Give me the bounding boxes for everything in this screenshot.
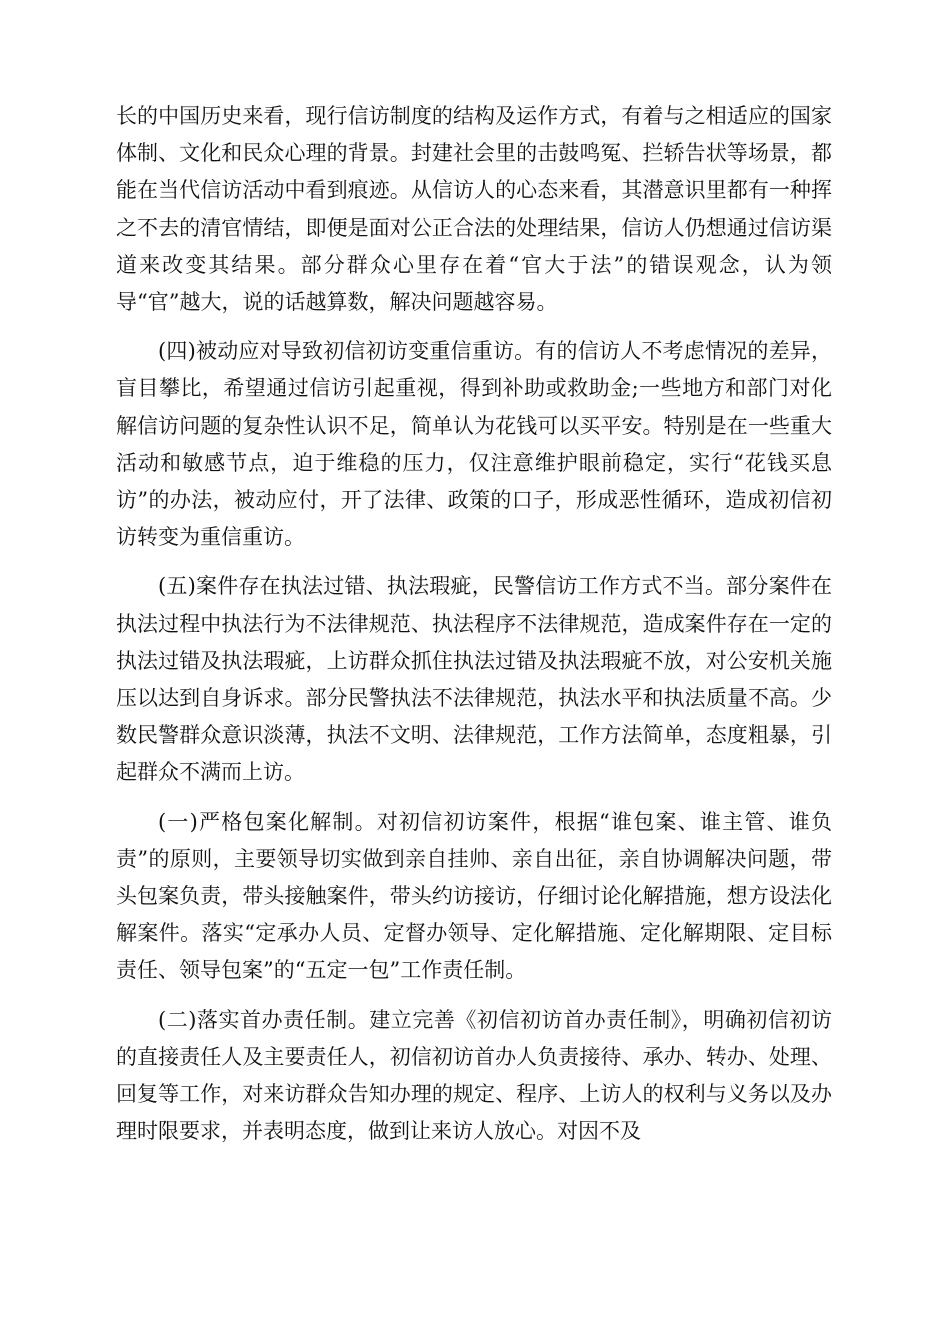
- paragraph-2: (二)落实首办责任制。建立完善《初信初访首办责任制》，明确初信初访的直接责任人及主要责任人，初信初访首办人负责接待、承办、转办、处理、回复等工作，对来访群众告知办理的规定、程序、上访人的权利与义务以及办理时限要求，并表明态度，做到让来访人放心。对因不及: [116, 1007, 832, 1144]
- paragraph-4: (四)被动应对导致初信初访变重信重访。有的信访人不考虑情况的差异，盲目攀比，希望通过信访引起重视，得到补助或救助金;一些地方和部门对化解信访问题的复杂性认识不足，简单认为花钱可以买平安。特别是在一些重大活动和敏感节点，迫于维稳的压力，仅注意维护眼前稳定，实行“花钱买息访”的办法，被动应付，开了法律、政策的口子，形成恶性循环，造成初信初访转变为重信重访。: [116, 339, 832, 550]
- paragraph-1: (一)严格包案化解制。对初信初访案件，根据“谁包案、谁主管、谁负责”的原则，主要领导切实做到亲自挂帅、亲自出征，亲自协调解决问题，带头包案负责，带头接触案件，带头约访接访，仔细讨论化解措施，想方设法化解案件。落实“定承办人员、定督办领导、定化解措施、定化解期限、定目标责任、领导包案”的“五定一包”工作责任制。: [116, 809, 832, 983]
- paragraph-continued: 长的中国历史来看，现行信访制度的结构及运作方式，有着与之相适应的国家体制、文化和民众心理的背景。封建社会里的击鼓鸣冤、拦轿告状等场景，都能在当代信访活动中看到痕迹。从信访人的心态来看，其潜意识里都有一种挥之不去的清官情结，即便是面对公正合法的处理结果，信访人仍想通过信访渠道来改变其结果。部分群众心里存在着“官大于法”的错误观念，认为领导“官”越大，说的话越算数，解决问题越容易。: [116, 104, 832, 315]
- document-page: [116, 98, 832, 1162]
- paragraph-5: (五)案件存在执法过错、执法瑕疵，民警信访工作方式不当。部分案件在执法过程中执法行为不法律规范、执法程序不法律规范，造成案件存在一定的执法过错及执法瑕疵，上访群众抓住执法过错及执法瑕疵不放，对公安机关施压以达到自身诉求。部分民警执法不法律规范，执法水平和执法质量不高。少数民警群众意识淡薄，执法不文明、法律规范，工作方法简单，态度粗暴，引起群众不满而上访。: [116, 574, 832, 785]
